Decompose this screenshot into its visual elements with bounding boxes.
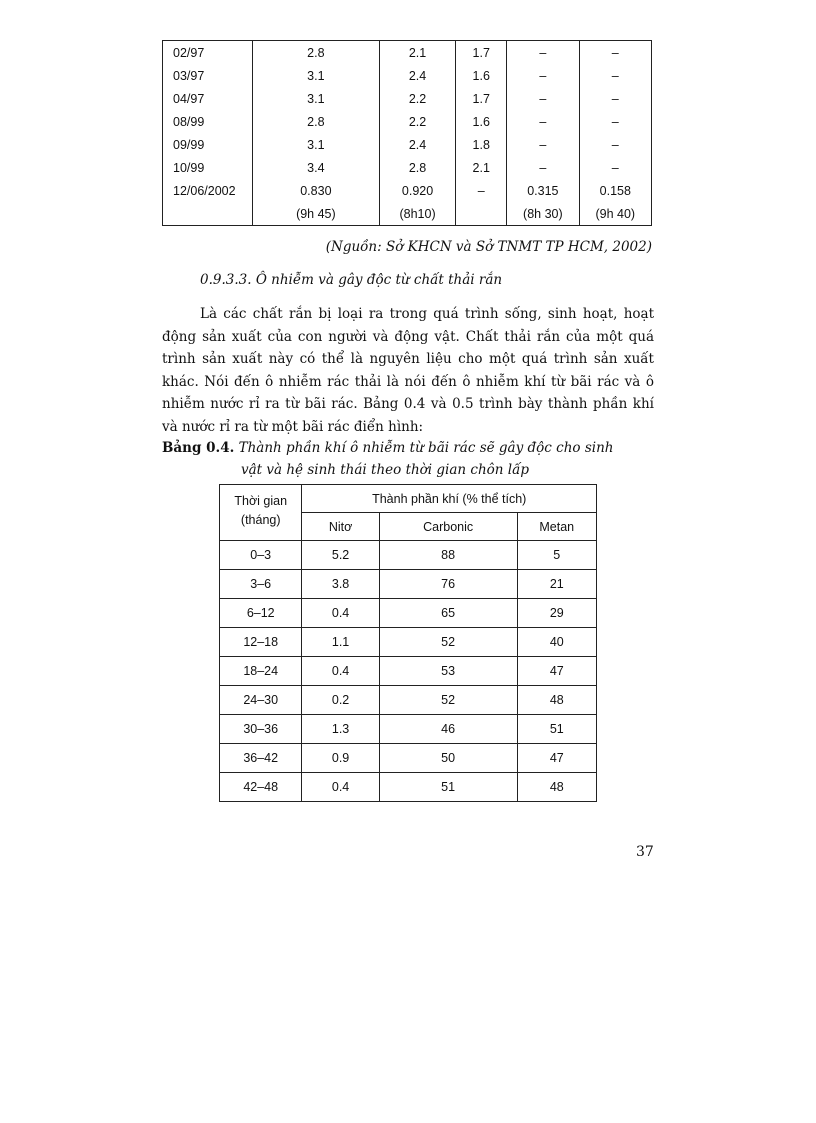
value-cell: 51 <box>379 773 517 802</box>
value-cell: 3.4 <box>252 156 379 179</box>
table-row <box>163 202 652 226</box>
measurement-table <box>162 40 652 226</box>
value-cell: 21 <box>517 570 596 599</box>
value-cell: – <box>579 156 651 179</box>
value-cell: 1.7 <box>456 41 507 65</box>
value-cell: 48 <box>517 773 596 802</box>
table-row <box>163 64 652 87</box>
table-row <box>163 133 652 156</box>
time-range-cell: 0–3 <box>220 541 302 570</box>
table-row <box>220 715 597 744</box>
section-heading: 0.9.3.3. Ô nhiễm và gây độc từ chất thải rắn <box>200 272 503 288</box>
caption-label: Bảng 0.4. <box>162 440 235 456</box>
value-cell: 2.8 <box>252 110 379 133</box>
value-cell: 1.3 <box>302 715 379 744</box>
body-paragraph: Là các chất rắn bị loại ra trong quá trình sống, sinh hoạt, hoạt động sản xuất của con người và động vật. Chất thải rắn của một quá trình sản xuất này có thể là nguyên liệu cho một quá trình sản xuất khác. Nói đến ô nhiễm rác thải là nói đến ô nhiễm khí từ bãi rác và ô nhiễm nước rỉ ra từ bãi rác. Bảng 0.4 và 0.5 trình bày thành phần khí và nước rỉ ra từ một bãi rác điển hình: <box>162 306 654 435</box>
value-cell: 1.7 <box>456 87 507 110</box>
value-cell: – <box>507 110 579 133</box>
value-cell: 2.4 <box>379 133 455 156</box>
value-cell: – <box>507 64 579 87</box>
table-row <box>220 773 597 802</box>
value-cell: 47 <box>517 657 596 686</box>
col-header-metan: Metan <box>517 513 596 541</box>
group-header: Thành phần khí (% thể tích) <box>302 485 597 513</box>
value-cell: 53 <box>379 657 517 686</box>
value-cell: 1.6 <box>456 64 507 87</box>
table-row <box>163 179 652 202</box>
value-cell: 46 <box>379 715 517 744</box>
table-row <box>220 744 597 773</box>
value-cell: 0.4 <box>302 657 379 686</box>
value-cell: 76 <box>379 570 517 599</box>
table-row <box>220 570 597 599</box>
table-row <box>220 541 597 570</box>
date-cell: 09/99 <box>163 133 253 156</box>
table-row <box>220 628 597 657</box>
date-cell: 12/06/2002 <box>163 179 253 202</box>
value-cell: 51 <box>517 715 596 744</box>
time-header: Thời gian <box>234 494 288 508</box>
value-cell: 0.315 <box>507 179 579 202</box>
caption-line-2: vật và hệ sinh thái theo thời gian chôn lấp <box>241 462 530 478</box>
value-cell: 5 <box>517 541 596 570</box>
value-cell: (9h 45) <box>252 202 379 226</box>
value-cell: – <box>507 156 579 179</box>
value-cell: 48 <box>517 686 596 715</box>
value-cell: 0.9 <box>302 744 379 773</box>
value-cell: 0.2 <box>302 686 379 715</box>
value-cell: 88 <box>379 541 517 570</box>
value-cell: 0.920 <box>379 179 455 202</box>
time-range-cell: 24–30 <box>220 686 302 715</box>
value-cell: – <box>507 41 579 65</box>
source-note: (Nguồn: Sở KHCN và Sở TNMT TP HCM, 2002) <box>325 239 652 255</box>
value-cell: 3.1 <box>252 133 379 156</box>
value-cell: 29 <box>517 599 596 628</box>
table-row <box>220 657 597 686</box>
value-cell: 5.2 <box>302 541 379 570</box>
time-header-cell <box>220 485 302 541</box>
value-cell: 0.158 <box>579 179 651 202</box>
value-cell: 2.4 <box>379 64 455 87</box>
table-caption <box>162 437 654 481</box>
value-cell: – <box>579 110 651 133</box>
value-cell: – <box>579 41 651 65</box>
value-cell: 52 <box>379 686 517 715</box>
caption-line-1: Thành phần khí ô nhiễm từ bãi rác sẽ gây độc cho sinh <box>238 440 614 456</box>
value-cell: 50 <box>379 744 517 773</box>
value-cell: 40 <box>517 628 596 657</box>
value-cell: – <box>507 133 579 156</box>
value-cell: 2.1 <box>379 41 455 65</box>
value-cell: 52 <box>379 628 517 657</box>
value-cell: 2.2 <box>379 87 455 110</box>
value-cell: 1.1 <box>302 628 379 657</box>
table-row <box>220 599 597 628</box>
value-cell: 2.2 <box>379 110 455 133</box>
time-range-cell: 42–48 <box>220 773 302 802</box>
value-cell: – <box>507 87 579 110</box>
value-cell <box>456 202 507 226</box>
value-cell: – <box>579 133 651 156</box>
time-range-cell: 30–36 <box>220 715 302 744</box>
page-number: 37 <box>636 844 654 860</box>
value-cell: 3.8 <box>302 570 379 599</box>
table-row <box>163 87 652 110</box>
value-cell: 0.4 <box>302 599 379 628</box>
value-cell: 0.830 <box>252 179 379 202</box>
date-cell: 08/99 <box>163 110 253 133</box>
time-range-cell: 12–18 <box>220 628 302 657</box>
time-range-cell: 3–6 <box>220 570 302 599</box>
value-cell: 2.8 <box>379 156 455 179</box>
date-cell: 03/97 <box>163 64 253 87</box>
value-cell: 2.8 <box>252 41 379 65</box>
value-cell: 3.1 <box>252 87 379 110</box>
table-row <box>163 156 652 179</box>
date-cell: 04/97 <box>163 87 253 110</box>
value-cell: 2.1 <box>456 156 507 179</box>
value-cell: – <box>579 64 651 87</box>
header-row <box>220 485 597 513</box>
table-row <box>163 110 652 133</box>
table-row <box>163 41 652 65</box>
time-range-cell: 18–24 <box>220 657 302 686</box>
time-range-cell: 36–42 <box>220 744 302 773</box>
value-cell: (8h10) <box>379 202 455 226</box>
value-cell: (9h 40) <box>579 202 651 226</box>
date-cell <box>163 202 253 226</box>
value-cell: 1.8 <box>456 133 507 156</box>
value-cell: (8h 30) <box>507 202 579 226</box>
col-header-nito: Nitơ <box>302 513 379 541</box>
value-cell: 1.6 <box>456 110 507 133</box>
date-cell: 02/97 <box>163 41 253 65</box>
gas-composition-table <box>219 484 597 802</box>
value-cell: 0.4 <box>302 773 379 802</box>
time-unit: (tháng) <box>240 513 281 527</box>
table-row <box>220 686 597 715</box>
value-cell: 65 <box>379 599 517 628</box>
value-cell: – <box>579 87 651 110</box>
value-cell: 47 <box>517 744 596 773</box>
time-range-cell: 6–12 <box>220 599 302 628</box>
value-cell: – <box>456 179 507 202</box>
date-cell: 10/99 <box>163 156 253 179</box>
col-header-carbonic: Carbonic <box>379 513 517 541</box>
value-cell: 3.1 <box>252 64 379 87</box>
